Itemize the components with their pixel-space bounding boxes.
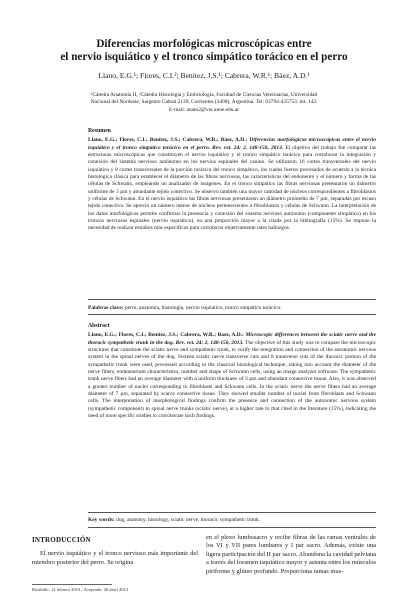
resumen-text (88, 137, 376, 232)
affiliation-line-1: ¹Cátedra Anatomía II, ²Cátedra Histología y Embriología, Facultad de Ciencias Veterinarias, Universidad (90, 92, 318, 98)
affiliation (36, 92, 372, 114)
abstract-body: The objective of this study was to compare the microscopic structures that constitute the sciatic nerve and sympathetic trunk, to verify the integration and connection of the autonomic nervous system in the spinal nerves of the dog. Sixteen sciatic nerve transverse cuts and 8 transverse cuts of the thoracic portion of the sympathetic trunk were used, processed according to the classical histological technique, taking into account the diameter of the nerve fibers, endoneurium characteristics, number and shape of Schwann cells, using an image analyzer software. The sympathetic trunk nerve fibers had an average diameter with a uniform thickness of 3 µm and abundant connective tissue. Also, it was observed a greater number of nuclei corresponding to fibroblasts and Schwann cells. In the sciatic nerve the nerve fibers had an average diameter of 7 µm, separated by scarce connective tissue. They showed smaller number of nuclei from fibroblasts and Schwann cells. The interpretation of morphological findings confirm the presence and connection of the autonomic nervous system (sympathetic component) in spinal nerve trunks (sciatic nerve), at a higher rate to that cited in the literature (15%), indicating the need of more specific studies to corroborate such findings. (88, 339, 376, 420)
resumen-citation-title: Diferencias morfológicas microscópicas entre el nervio isquiático y el tronco simpático torácico en el perro. (88, 137, 377, 151)
divider (88, 512, 376, 513)
intro-right-column (206, 534, 376, 576)
resumen-heading: Resumen (88, 128, 111, 134)
intro-heading: INTRODUCCIÓN (32, 536, 91, 544)
abstract-citation-ref: Rev. vet. 24: 2, 148-150, 2013. (175, 339, 244, 346)
resumen-keywords (88, 305, 376, 312)
title-line-1: Diferencias morfológicas microscópicas entre (96, 38, 312, 50)
intro-left-column (32, 534, 198, 567)
resumen-section (88, 128, 376, 233)
author-list: Llano, E.G.¹; Flores, C.I.²; Benítez, J.S.¹; Cabrera, W.R.¹; Báez, A.D.¹ (98, 71, 310, 80)
divider (88, 314, 376, 315)
article-title (30, 38, 378, 64)
footnote-divider (32, 584, 112, 585)
abstract-citation-authors: Llano, E.G.; Flores, C.I.; Benítez, J.S.; Cabrera, W.R.; Baez, A.D.: (88, 332, 244, 339)
affiliation-line-2: Nacional del Nordeste, Sargento Cabral 2139, Corrientes (3400), Argentina. Tel: 03794-425753. int. 142. (90, 99, 318, 106)
abstract-keywords (88, 517, 376, 524)
abstract-section (88, 323, 376, 420)
intro-right-text: en el plexo lumbosacro y recibe fibras de las ramas ventrales de los VI y VII pares lumbares y I par sacro. Además, existe una ligera participación del II par sacro. Abandona la cavidad pelviana a través del foramen isquiático mayor y asienta entre los músculos piriforme y glúteo profundo. Proporciona ramas mus- (206, 534, 376, 575)
resumen-keywords-label: Palabras clave: (88, 305, 124, 311)
abstract-citation-title: Microscopic differences between the sciatic nerve and the thoracic sympathetic trunk in the dog. (88, 332, 376, 346)
received-dates: Recibido: 12 febrero 2013 / Aceptado: 26 abril 2013 (32, 587, 129, 592)
divider (88, 299, 376, 300)
divider (88, 527, 376, 528)
title-line-2: el nervio isquiático y el tronco simpático torácico en el perro (60, 51, 348, 63)
abstract-heading: Abstract (88, 323, 110, 329)
resumen-body: El objetivo del trabajo fue comparar las estructuras microscópicas que constituyen el nervio isquiático y el tronco simpático torácico para corroborar la integración y conexión del sistema nervioso autónomo en los nervios espinales del canino. Se utilizaron 16 cortes transversales del nervio isquiático y 8 cortes transversales de la porción torácica del tronco simpático, los cuales fueron procesados de acuerdo a la técnica histológica clásica para establecer el diámetro de las fibras nerviosas, las características del endoneuro y el número y forma de las células de Schwann, empleando un analizador de imágenes. En el tronco simpático las fibras nerviosas presentaron un diámetro uniforme de 3 µm y abundante tejido conectivo. Se observó también una mayor cantidad de núcleos correspondientes a fibroblastos y células de Schwann. En el nervio isquiático las fibras nerviosas presentaron un diámetro promedio de 7 µm, separadas por escaso tejido conectivo. Se apreció un número menor de núcleos pertenecientes a fibroblastos y células de Schwann. La interpretación de los datos morfológicos permite confirmar la presencia y conexión del sistema nervioso autónomo (componente simpático) en los troncos nerviosos espinales (nervio isquiático), en una proporción mayor a la citada por la bibliografía (15%). Se impone la necesidad de realizar estudios más específicos para corroborar objetivamente tales hallazgos. (88, 144, 377, 232)
abstract-text (88, 332, 376, 420)
abstract-keywords-text: dog, anatomy, histology, sciatic nerve, thoracic sympathetic trunk. (116, 517, 261, 523)
affiliation-email: E-mail: anato2@vet.unne.edu.ar (169, 106, 239, 113)
resumen-citation-ref: Rev. vet. 24: 2, 148-150, 2013. (212, 144, 284, 151)
resumen-keywords-text: perro, anatomía, histología, nervio isquiático, tronco simpático torácico. (124, 305, 282, 311)
intro-left-text: El nervio isquiático y el tronco nervioso más importante del miembro posterior del perro. Se origina (32, 550, 198, 566)
resumen-citation-authors: Llano, E.G.; Flores, C.I.; Benítez, J.S.; Cabrera, W.R.; Báez, A.D.: (88, 137, 248, 144)
abstract-keywords-label: Key words: (88, 517, 115, 523)
